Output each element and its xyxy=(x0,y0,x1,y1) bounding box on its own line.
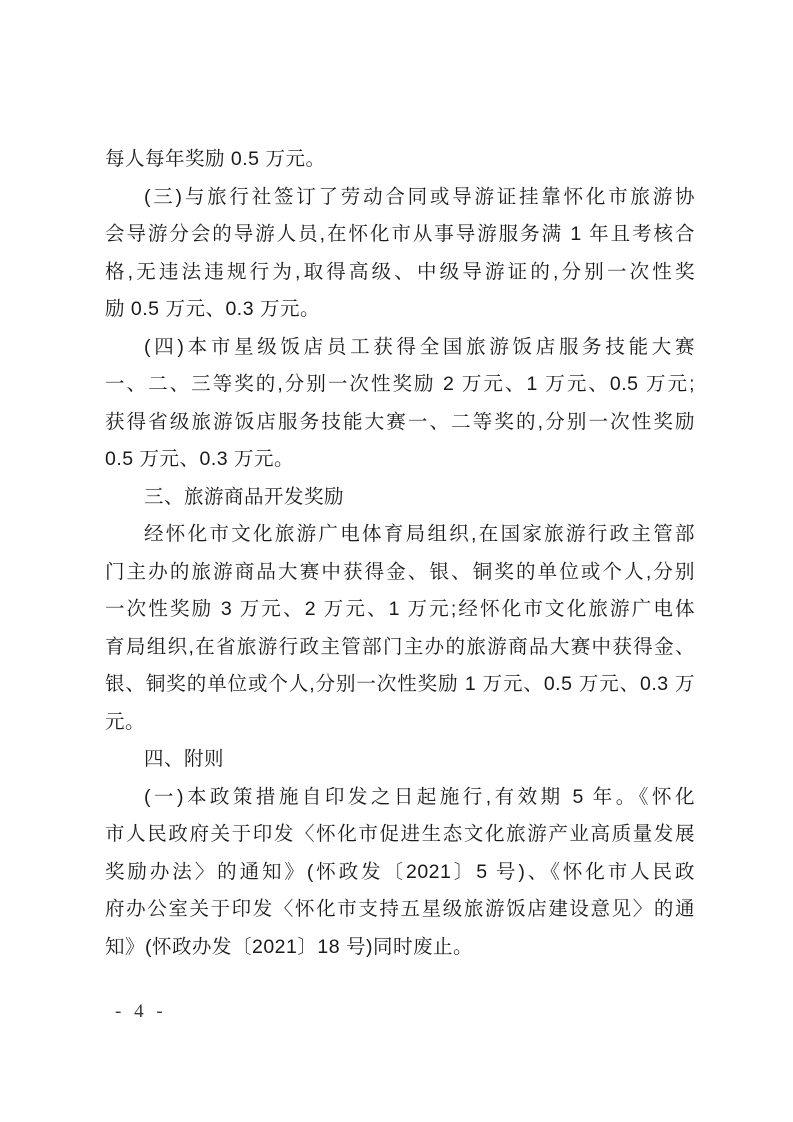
text-line: (三)与旅行社签订了劳动合同或导游证挂靠怀化市旅游协 xyxy=(144,185,695,208)
text-line: 0.5 万元、0.3 万元。 xyxy=(105,448,295,470)
text-line: 银、铜奖的单位或个人,分别一次性奖励 1 万元、0.5 万元、0.3 万 xyxy=(105,673,695,695)
text-line: 府办公室关于印发〈怀化市支持五星级旅游饭店建设意见〉的通 xyxy=(105,898,695,920)
text-line: 格,无违法违规行为,取得高级、中级导游证的,分别一次性奖 xyxy=(105,260,695,283)
text-line: 奖励办法〉的通知》(怀政发〔2021〕5 号)、《怀化市人民政 xyxy=(105,860,695,883)
document-body xyxy=(105,141,695,966)
text-line: 元。 xyxy=(105,710,146,733)
text-line: 会导游分会的导游人员,在怀化市从事导游服务满 1 年且考核合 xyxy=(105,223,695,245)
text-line: 经怀化市文化旅游广电体育局组织,在国家旅游行政主管部 xyxy=(144,523,695,545)
text-line: 一次性奖励 3 万元、2 万元、1 万元;经怀化市文化旅游广电体 xyxy=(105,598,695,620)
text-line: 知》(怀政办发〔2021〕18 号)同时废止。 xyxy=(105,935,473,958)
text-line: (四)本市星级饭店员工获得全国旅游饭店服务技能大赛 xyxy=(144,335,695,358)
section-heading: 三、旅游商品开发奖励 xyxy=(144,485,345,508)
text-line: 每人每年奖励 0.5 万元。 xyxy=(105,148,326,170)
text-line: 一、二、三等奖的,分别一次性奖励 2 万元、1 万元、0.5 万元; xyxy=(105,373,695,395)
text-line: 门主办的旅游商品大赛中获得金、银、铜奖的单位或个人,分别 xyxy=(105,560,695,583)
text-line: (一)本政策措施自印发之日起施行,有效期 5 年。《怀化 xyxy=(144,785,695,808)
text-line: 育局组织,在省旅游行政主管部门主办的旅游商品大赛中获得金、 xyxy=(105,635,695,658)
text-line: 获得省级旅游饭店服务技能大赛一、二等奖的,分别一次性奖励 xyxy=(105,410,695,433)
section-heading: 四、附则 xyxy=(144,748,225,770)
text-line: 市人民政府关于印发〈怀化市促进生态文化旅游产业高质量发展 xyxy=(105,823,695,845)
page-number: - 4 - xyxy=(115,1001,167,1022)
text-line: 励 0.5 万元、0.3 万元。 xyxy=(105,298,320,320)
